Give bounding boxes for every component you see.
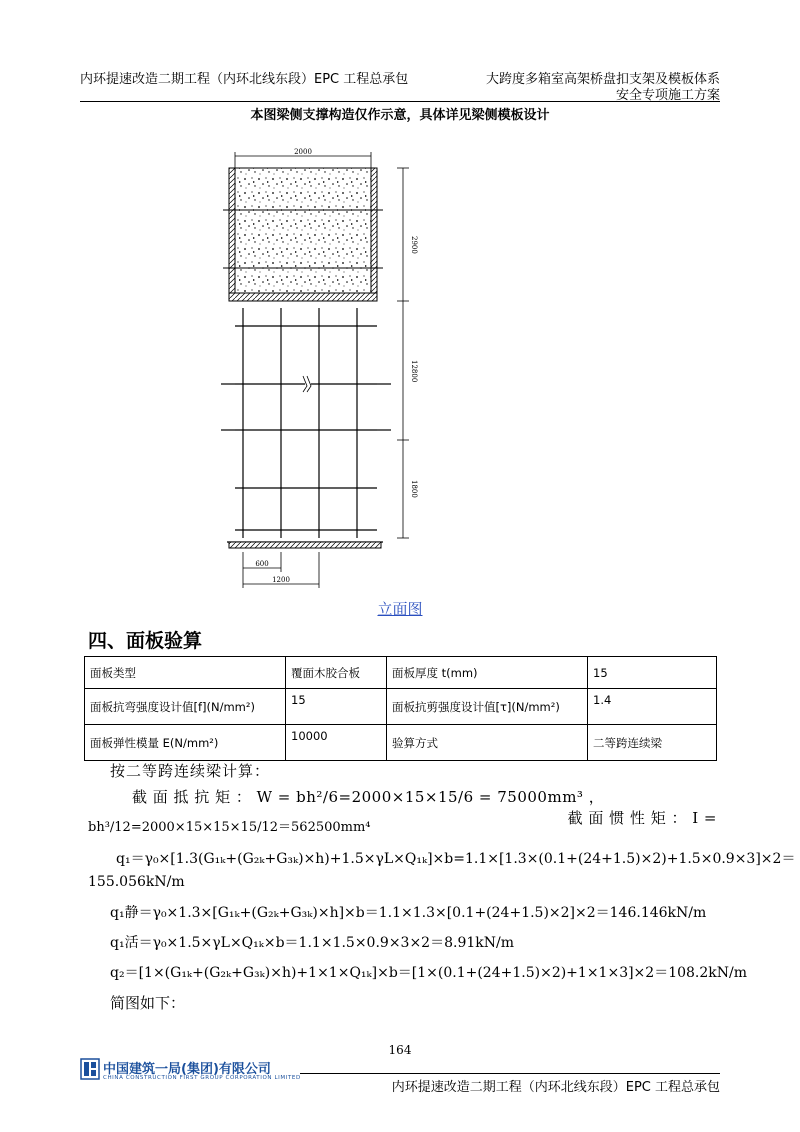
- header-rule: [80, 101, 720, 102]
- table-cell: 覆面木胶合板: [286, 657, 387, 689]
- dim-bottom-1-label: 600: [255, 560, 269, 568]
- company-name-en: CHINA CONSTRUCTION FIRST GROUP CORPORATION LIMITED: [103, 1075, 301, 1081]
- header-right-subtitle: 安全专项施工方案: [615, 88, 720, 103]
- dim-bottom-2-label: 1200: [272, 576, 290, 584]
- header-left-title: 内环提速改造二期工程（内环北线东段）EPC 工程总承包: [80, 72, 409, 87]
- company-name-cn: 中国建筑一局(集团)有限公司: [103, 1062, 271, 1077]
- calc-line-q1: q₁＝γ₀×[1.3(G₁ₖ+(G₂ₖ+G₃ₖ)×h)+1.5×γL×Q₁ₖ]×b=1.1×[1.3×(0.1+(24+1.5)×2)+1.5×0.9×3]×2＝: [116, 851, 796, 867]
- calc-section-modulus: 截 面 抵 抗 矩 ： W = bh²/6=2000×15×15/6 = 75000mm³ ，: [132, 788, 605, 806]
- table-row: [85, 725, 717, 761]
- dim-right: [397, 168, 409, 538]
- elevation-drawing: [215, 148, 418, 593]
- calc-line-diagram: 简图如下：: [110, 994, 186, 1012]
- dim-right-low-label: 1800: [410, 480, 418, 498]
- table-cell: 15: [286, 689, 387, 725]
- scaffold: [221, 308, 391, 538]
- section-title: 四、面板验算: [88, 630, 203, 652]
- dim-right-mid-label: 12800: [410, 360, 418, 383]
- dim-top-label: 2000: [294, 148, 312, 156]
- calc-line-q1-live: q₁活＝γ₀×1.5×γL×Q₁ₖ×b＝1.1×1.5×0.9×3×2＝8.91kN/m: [110, 935, 514, 951]
- table-cell: 15: [588, 657, 717, 689]
- calc-line-q1-static: q₁静＝γ₀×1.3×[G₁ₖ+(G₂ₖ+G₃ₖ)×h]×b＝1.1×1.3×[0.1+(24+1.5)×2]×2＝146.146kN/m: [110, 905, 707, 921]
- calc-line-q1-result: 155.056kN/m: [88, 874, 185, 890]
- calc-line-inertia: bh³/12=2000×15×15×15/12＝562500mm⁴: [88, 820, 371, 835]
- beam-section: [223, 168, 383, 301]
- calc-inertia-label: 截 面 惯 性 矩 ： I =: [567, 809, 717, 827]
- table-cell: 面板抗弯强度设计值[f](N/mm²): [85, 689, 286, 725]
- header-right-title: 大跨度多箱室高架桥盘扣支架及模板体系: [485, 72, 720, 87]
- table-cell: 面板抗剪强度设计值[τ](N/mm²): [387, 689, 588, 725]
- table-cell: 面板弹性模量 E(N/mm²): [85, 725, 286, 761]
- figure-caption[interactable]: 立面图: [377, 600, 423, 618]
- footer-rule: [300, 1073, 720, 1074]
- table-cell: 10000: [286, 725, 387, 761]
- calc-line-q2: q₂＝[1×(G₁ₖ+(G₂ₖ+G₃ₖ)×h)+1×1×Q₁ₖ]×b＝[1×(0.1+(24+1.5)×2)+1×1×3]×2＝108.2kN/m: [110, 965, 747, 981]
- drawing-note: 本图梁侧支撑构造仅作示意，具体详见梁侧模板设计: [250, 108, 550, 123]
- footer-project-title: 内环提速改造二期工程（内环北线东段）EPC 工程总承包: [391, 1080, 720, 1095]
- table-cell: 面板类型: [85, 657, 286, 689]
- table-cell: 二等跨连续梁: [588, 725, 717, 761]
- base-plate: [227, 542, 383, 548]
- table-cell: 面板厚度 t(mm): [387, 657, 588, 689]
- dim-right-beam-label: 2900: [410, 236, 418, 254]
- company-logo-icon: [80, 1058, 100, 1080]
- page-number: 164: [388, 1043, 412, 1057]
- table-cell: 验算方式: [387, 725, 588, 761]
- table-row: [85, 657, 717, 689]
- panel-params-table: [84, 656, 717, 761]
- table-cell: 1.4: [588, 689, 717, 725]
- table-row: [85, 689, 717, 725]
- calc-line-method: 按二等跨连续梁计算：: [110, 762, 271, 780]
